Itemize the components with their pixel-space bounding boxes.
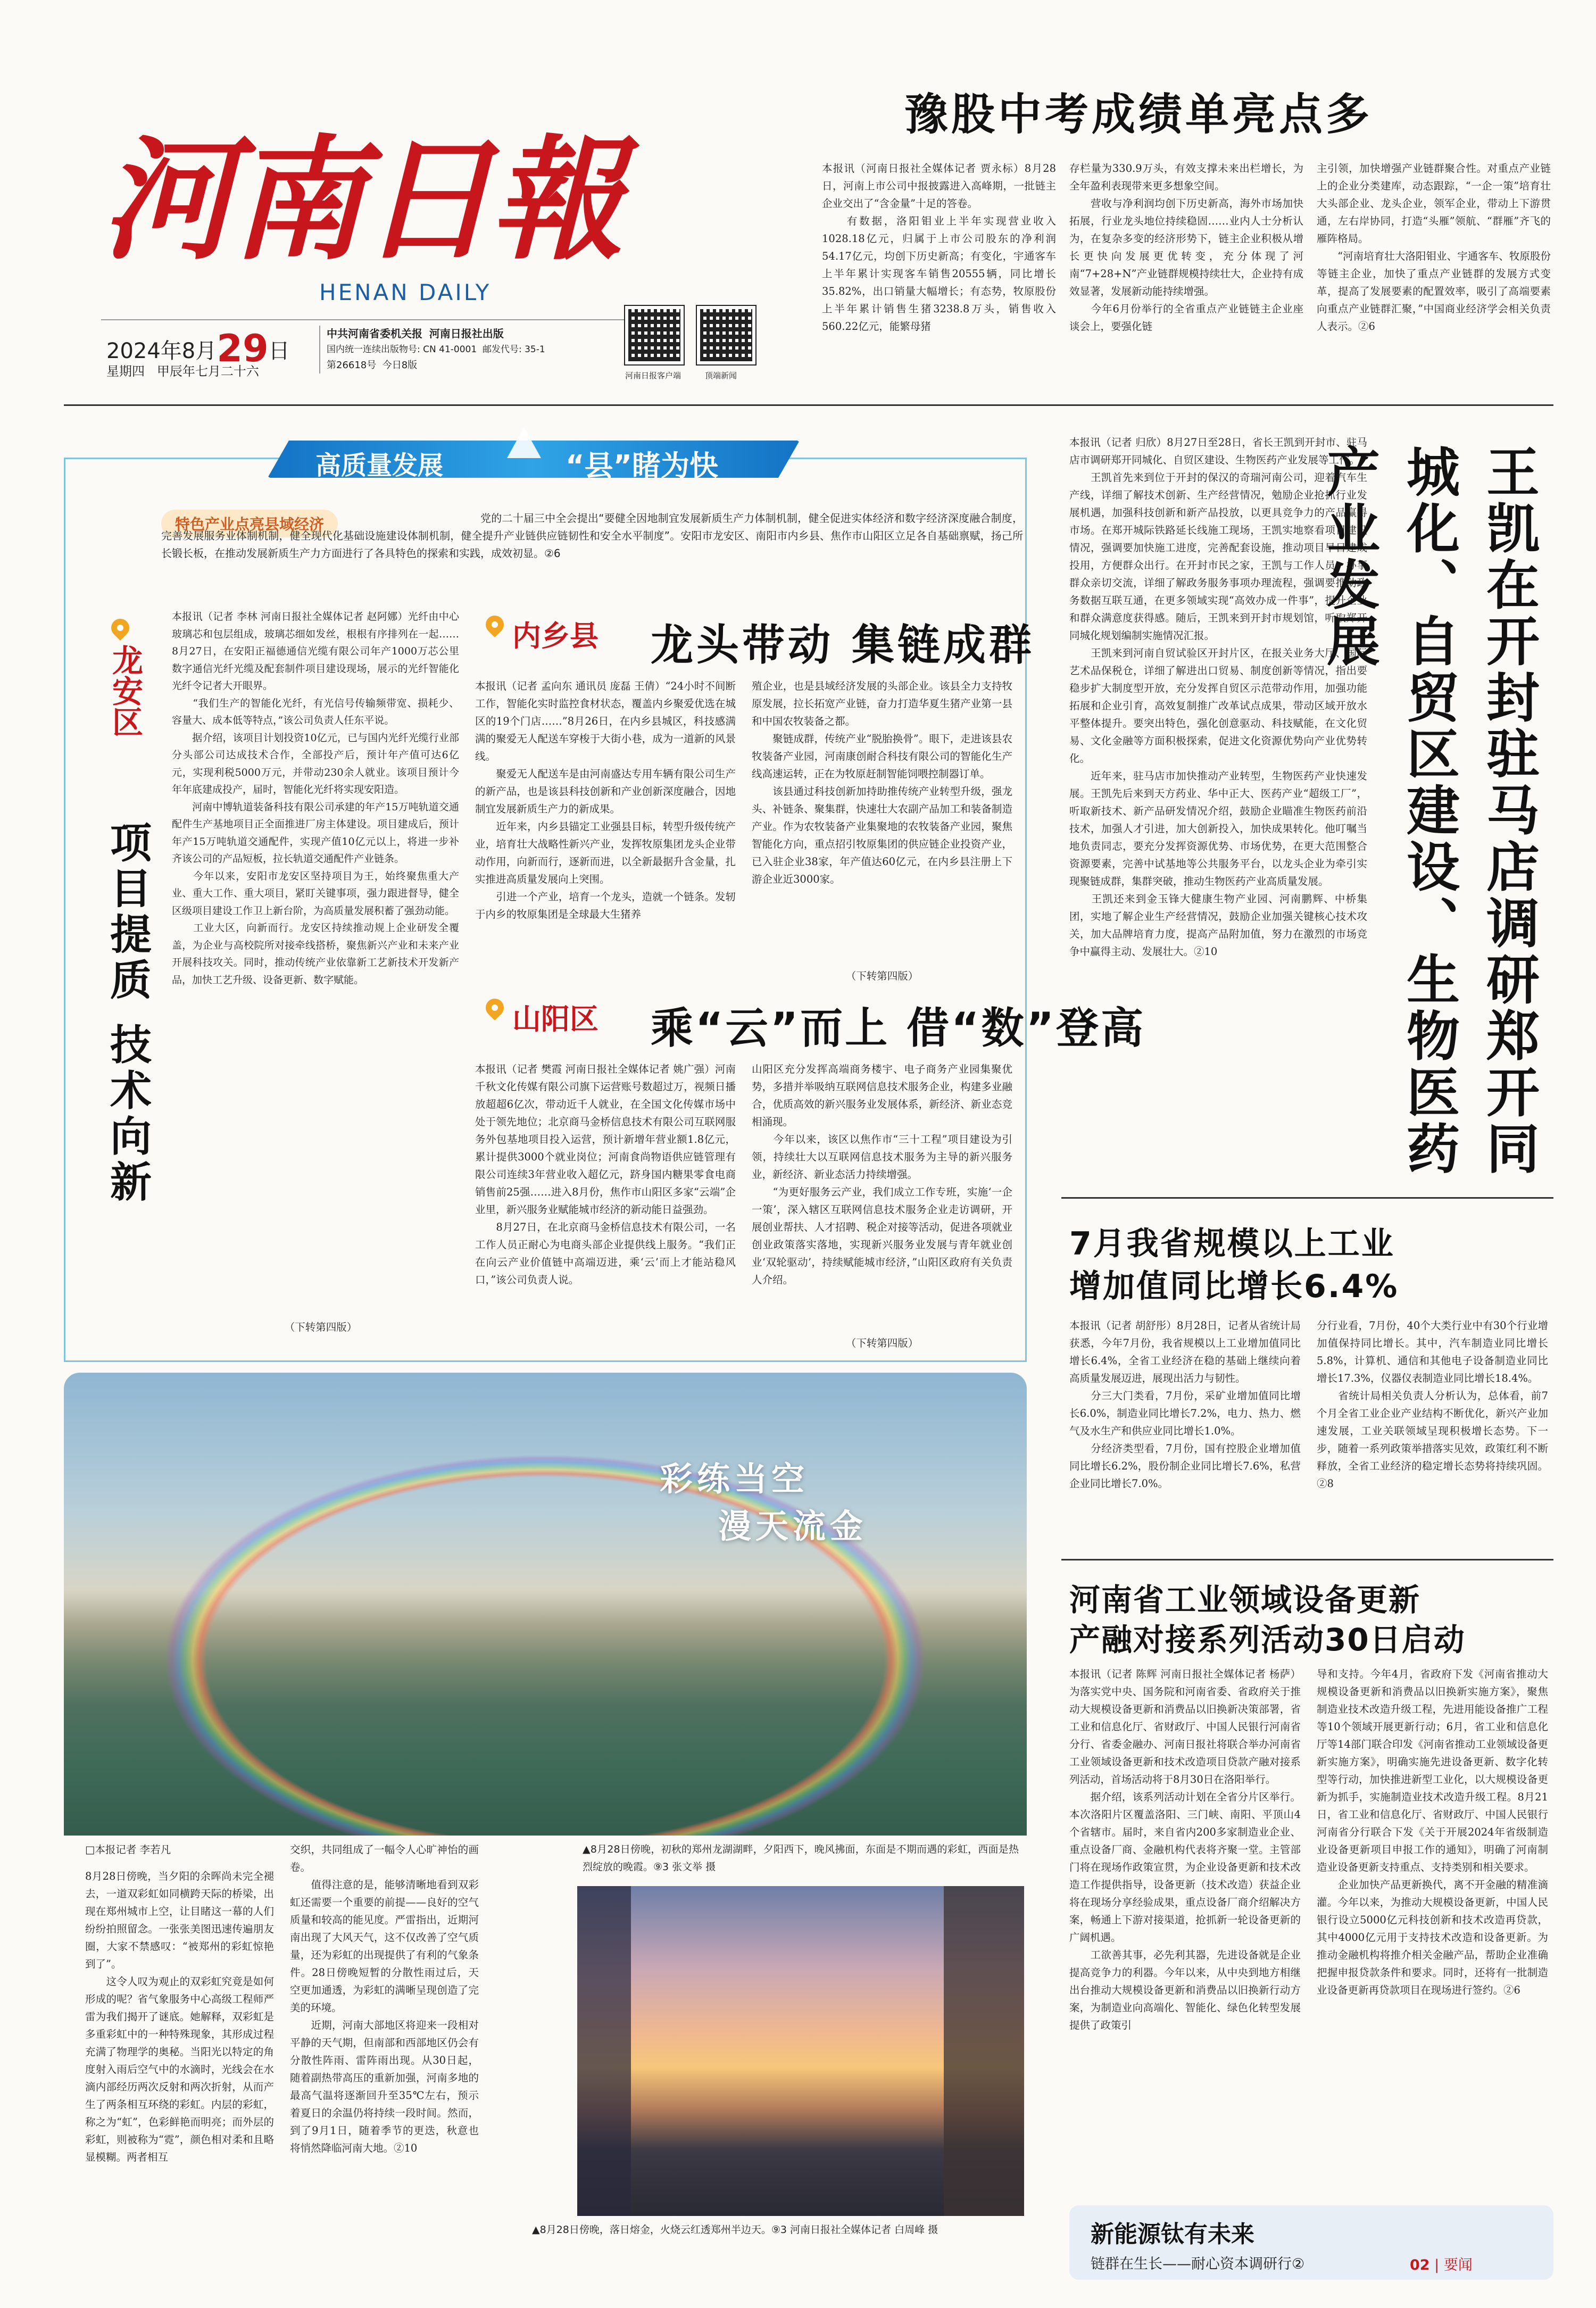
equipment-col-2: 导和支持。今年4月，省政府下发《河南省推动大规模设备更新和消费品以旧换新实施方案》，聚焦制造业技术改造升级工程，先进用能设备推广工程等10个领域开展更新行动；6月，省工业和信息化厅等14部门联合印发《河南省推动工业领域设备更新实施方案》，明确实施先进设备更新、数字化转型等行动，加快推进新型工业化，以大规模设备更新为抓手，实施制造业技术改造升级工程。8月21日，省工业和信息化厅、省财政厅、中国人民银行河南省分行联合下发《关于开展2024年省级制造业设备更新项目申报工作的通知》，明确了河南制造业设备更新支持重点、支持类别和相关要求。 企业加快产品更新换代，离不开金融的精准滴灌。今年以来，为推动大规模设备更新，中国人民银行设立5000亿元科技创新和技术改造再贷款，其中4000亿元用于支持技术改造和设备更新。为推动金融机构将推介相关金融产品，帮助企业准确把握申报贷款条件和要求。同时，还将有一批制造业设备更新再贷款项目在现场进行签约。②6 bbox=[1317, 1668, 1548, 1996]
divider bbox=[1061, 1559, 1553, 1560]
date-day: 29 bbox=[217, 327, 269, 370]
teaser-box[interactable]: 新能源钛有未来 链群在生长——耐心资本调研行② 02 | 要闻 bbox=[1069, 2205, 1553, 2280]
neixiang-place: 内乡县 bbox=[512, 619, 598, 653]
shanyang-place: 山阳区 bbox=[512, 1002, 598, 1036]
banner-right: “县”睹为快 bbox=[566, 449, 718, 483]
teaser-section: 要闻 bbox=[1443, 2257, 1473, 2273]
qr-block bbox=[625, 306, 769, 386]
wangkai-title: 王凯在开封驻马店调研郑开同城化、自贸区建设、生物医药产业发展 bbox=[1318, 444, 1540, 1177]
photo-caption-1: ▲8月28日傍晚，初秋的郑州龙湖湖畔，夕阳西下，晚风拂面，东面是不期而遇的彩虹，西面是热烈绽放的晚霞。⑨3 张文举 摄 bbox=[583, 1844, 1019, 1873]
photo-caption-2: ▲8月28日傍晚，落日熔金，火烧云红透郑州半边天。⑨3 河南日报社全媒体记者 白周峰 摄 bbox=[532, 2224, 938, 2236]
rainbow-byline: □本报记者 李若凡 bbox=[85, 1844, 171, 1856]
top-story-col-2: 存栏量为330.9万头，有效支撑未来出栏增长，为全年盈利表现带来更多想象空间。 营收与净利润均创下历史新高，海外市场加快拓展，行业龙头地位持续稳固……业内人士分析认为，在复杂多变的经济形势下，链主企业积极从增长更快向发展更优转变，充分体现了河南“7+28+N”产业链群规模持续壮大，企业持有成效显著，发展新动能持续增强。 今年6月份举行的全省重点产业链链主企业座谈会上，要强化链 bbox=[1069, 162, 1303, 333]
qr-label-2: 顶端新闻 bbox=[705, 371, 737, 380]
section-banner bbox=[268, 427, 800, 486]
qr-code-icon[interactable] bbox=[697, 306, 755, 364]
industry-col-2: 分行业看，7月份，40个大类行业中有30个行业增加值保持同比增长。其中，汽车制造业同比增长5.8%，计算机、通信和其他电子设备制造业同比增长17.3%，仪器仪表制造业同比增长18.4%。 省统计局相关负责人分析认为，总体看，前7个月全省工业企业产业结构不断优化，新兴产业加速发展，工业关联领域呈现积极增长态势。下一步，随着一系列政策举措落实见效，政策红利不断释放，全省工业经济的稳定增长态势将持续巩固。②8 bbox=[1317, 1319, 1548, 1490]
sunset-photo bbox=[577, 1886, 1024, 2216]
teaser-title: 新能源钛有未来 bbox=[1091, 2221, 1254, 2248]
longan-title: 项目提质 技术向新 bbox=[103, 821, 151, 1206]
divider bbox=[64, 404, 1553, 406]
equipment-col-1: 本报讯（记者 陈辉 河南日报社全媒体记者 杨萨）为落实党中央、国务院和河南省委、省政府关于推动大规模设备更新和消费品以旧换新决策部署，省工业和信息化厅、省财政厅、中国人民银行河南省分行、省委金融办、河南日报社将联合举办河南省工业领域设备更新和技术改造项目贷款产融对接系列活动，首场活动将于8月30日在洛阳举行。 据介绍，该系列活动计划在全省分片区举行。本次洛阳片区覆盖洛阳、三门峡、南阳、平顶山4个省辖市。届时，来自省内200多家制造业企业、重点设备厂商、金融机构代表将齐聚一堂。主管部门将在现场作政策宣贯，为企业设备更新和技术改造工作提供指导，设备更新（技术改造）获益企业将在现场分享经验成果，重点设备厂商介绍解决方案，畅通上下游对接渠道，抢抓新一轮设备更新的广阔机遇。 工欲善其事，必先利其器，先进设备就是企业提高竞争力的利器。今年以来，从中央到地方相继出台推动大规模设备更新和消费品以旧换新行动方案，为制造业向高端化、智能化、绿色化转型发展提供了政策引 bbox=[1069, 1668, 1301, 2031]
teaser-subtitle: 链群在生长——耐心资本调研行② bbox=[1091, 2256, 1305, 2272]
date-suffix: 日 bbox=[268, 339, 290, 363]
rainbow-photo bbox=[64, 1373, 1027, 1836]
date-prefix: 2024年8月 bbox=[106, 339, 217, 363]
overlay-line-2: 漫天流金 bbox=[718, 1507, 868, 1546]
county-section bbox=[64, 449, 1146, 1362]
overlay-line-1: 彩练当空 bbox=[660, 1459, 809, 1498]
rainbow-col-2: 交织，共同组成了一幅令人心旷神怡的画卷。 值得注意的是，能够清晰地看到双彩虹还需要一个重要的前提——良好的空气质量和较高的能见度。严雷指出，近期河南出现了大风天气，这不仅改善了空气质量，还为彩虹的出现提供了有利的气象条件。28日傍晚短暂的分散性雨过后，天空更加通透，为彩虹的满晰呈现创造了完美的环境。 近期，河南大部地区将迎来一段相对平静的天气期，但南部和西部地区仍会有分散性阵雨、雷阵雨出现。从30日起，随着副热带高压的重新加强，河南多地的最高气温将逐渐回升至35℃左右，预示着夏日的余温仍将持续一段时间。然而，到了9月1日，随着季节的更迭，秋意也将悄然降临河南大地。②10 bbox=[290, 1844, 479, 2154]
rainbow-col-1: 8月28日傍晚，当夕阳的余晖尚未完全褪去，一道双彩虹如同横跨天际的桥梁，出现在郑州城市上空，让目睹这一幕的人们纷纷拍照留念。一张张美图迅速传遍朋友圈，大家不禁感叹：“被郑州的彩虹惊艳到了”。 这令人叹为观止的双彩虹究竟是如何形成的呢？省气象服务中心高级工程师严雷为我们揭开了谜底。她解释，双彩虹是多重彩虹中的一种特殊现象，其形成过程充满了物理学的奥秘。当阳光以特定的角度射入雨后空气中的水滴时，光线会在水滴内部经历两次反射和两次折射，从而产生了两条相互环绕的彩虹。内层的彩虹，称之为“虹”，色彩鲜艳而明亮；而外层的彩虹，则被称为“霓”，颜色相对柔和且略显模糊。两者相互 bbox=[85, 1870, 274, 2163]
teaser-page: 02 bbox=[1410, 2257, 1430, 2273]
location-pin-icon bbox=[107, 615, 133, 641]
section-tag: 特色产业点亮县域经济 bbox=[161, 510, 338, 537]
masthead-info bbox=[101, 319, 670, 383]
shanyang-title: 乘“云”而上 借“数”登高 bbox=[651, 1003, 1146, 1053]
postal-code: 邮发代号: 35-1 bbox=[482, 344, 545, 355]
location-pin-icon bbox=[482, 612, 508, 637]
shanyang-header bbox=[475, 991, 1146, 1053]
masthead bbox=[101, 112, 633, 346]
publisher-2: 河南日报社出版 bbox=[429, 327, 504, 340]
industry-title-2: 增加值同比增长6.4% bbox=[1069, 1268, 1399, 1305]
page-count: 今日8版 bbox=[382, 360, 418, 371]
shanyang-col-2: 山阳区充分发挥高端商务楼宇、电子商务产业园集聚优势，多措并举吸纳互联网信息技术服务企业，构建多业融合，优质高效的新兴服务业发展体系，新经济、新业态竞相涌现。 今年以来，该区以焦作市“三十工程”项目建设为引领，持续壮大以互联网信息技术服务为主导的新兴服务业，新经济、新业态活力持续增强。 “为更好服务云产业，我们成立工作专班，实施‘一企一策’，深入辖区互联网信息技术服务企业走访调研，开展创业帮扶、人才招聘、税企对接等活动，促进各项就业创业政策落实落地，实现新兴服务业发展与青年就业创业‘双轮驱动’，持续赋能城市经济，”山阳区政府有关负责人介绍。 bbox=[752, 1063, 1012, 1286]
wangkai-text: 本报讯（记者 归欣）8月27日至28日，省长王凯到开封市、驻马店市调研郑开同城化、自贸区建设、生物医药产业发展等工作。 王凯首先来到位于开封的保汉的奇瑞河南公司，迎着汽车生产线，详细了解技术创新、生产经营情况，勉励企业抢抓行业发展机遇，加强科技创新和新产品投放，以更具竞争力的产品赢得市场。在郑开城际铁路延长线施工现场，王凯实地察看项目建设情况，强调要加快施工进度，完善配套设施，推动项目早日建成投用，方便群众出行。在开封市民之家，王凯与工作人员、办事群众亲切交流，详细了解政务服务事项办理流程，强调要推动政务数据互联互通，在更多领域实现“高效办成一件事”，提升企业和群众满意度获得感。随后，王凯来到开封市规划馆，听取郑开同城化规划编制实施情况汇报。 王凯来到河南自贸试验区开封片区，在报关业务大厅、国际艺术品保税仓，详细了解进出口贸易、制度创新等情况，指出要稳步扩大制度型开放，充分发挥自贸区示范带动作用，加强功能拓展和企业引育，高效复制推广改革试点成果，带动区域开放水平整体提升。要突出特色，强化创意驱动、科技赋能，在文化贸易、文化金融等方面积极探索，促进文化资源优势向产业优势转化。 近年来，驻马店市加快推动产业转型，生物医药产业快速发展。王凯先后来到天方药业、华中正大、医药产业“超级工厂”，听取新技术、新产品研发情况介绍，鼓励企业瞄准生物医药前沿技术，加强人才引进，加大创新投入，加快成果转化。他叮嘱当地负责同志，要充分发挥资源优势、市场优势，在更大范围整合资源要素，完善中试基地等公共服务平台，以龙头企业为牵引实现聚链成群，集群突破，推动生物医药产业高质量发展。 王凯还来到金玉锋大健康生物产业园、河南鹏辉、中桥集团，实地了解企业生产经营情况，鼓励企业加强关键核心技术攻关，加大品牌培育力度，提高产品附加值，努力在激烈的市场竞争中赢得主动、发展壮大。②10 bbox=[1069, 436, 1367, 958]
section-intro: 党的二十届三中全会提出“要健全因地制宜发展新质生产力体制机制，健全促进实体经济和数字经济深度融合制度，完善发展服务业体制机制，健全现代化基础设施建设体制机制，健全提升产业链供应链韧性和安全水平制度”。安阳市龙安区、南阳市内乡县、焦作市山阳区立足各自基础禀赋，扬己所长锻长板，在推动发展新质生产力方面进行了各具特色的探索和实践，成效初显。②6 bbox=[161, 512, 1023, 560]
top-story-title: 豫股中考成绩单亮点多 bbox=[904, 89, 1373, 140]
divider bbox=[1061, 1197, 1553, 1199]
location-pin-icon bbox=[482, 995, 508, 1020]
industry-title-1: 7月我省规模以上工业 bbox=[1069, 1225, 1395, 1263]
publisher-1: 中共河南省委机关报 bbox=[327, 327, 422, 340]
masthead-english: HENAN DAILY bbox=[319, 279, 492, 305]
qr-label-1: 河南日报客户端 bbox=[625, 371, 681, 380]
issue-number: 第26618号 bbox=[327, 360, 377, 371]
cn-number: 国内统一连续出版物号: CN 41-0001 bbox=[327, 344, 477, 355]
top-story-col-3: 主引领，加快增强产业链群聚合性。对重点产业链上的企业分类建库，动态跟踪，“一企一策”培育壮大头部企业、龙头企业，领军企业，带动上下游贯通，左右岸协同，打造“头雁”领航、“群雁”齐飞的雁阵格局。 “河南培育壮大洛阳钼业、宇通客车、牧原股份等链主企业，加快了重点产业链群的发展方式变革，提高了发展要素的配置效率，吸引了高端要素向重点产业链群汇聚，”中国商业经济学会相关负责人表示。②6 bbox=[1317, 162, 1551, 333]
neixiang-col-1: 本报讯（记者 孟向东 通讯员 庞磊 王倩）“24小时不间断工作，智能化实时监控食材状态，覆盖内乡聚爱优选在城区的19个门店……”8月26日，在内乡县城区，科技感满满的聚爱无人配送车穿梭于大街小巷，成为一道新的风景线。 聚爱无人配送车是由河南盛达专用车辆有限公司生产的新产品，也是该县科技创新和产业创新深度融合，因地制宜发展新质生产力的新成果。 近年来，内乡县锚定工业强县目标，转型升级传统产业，培育壮大战略性新兴产业，发挥牧原集团龙头企业带动作用，向新而行，逐新而进，以全新最据升含金量，扎实推进高质量发展向上突围。 引进一个产业，培育一个龙头，造就一个链条。发轫于内乡的牧原集团是全球最大生猪养 bbox=[475, 680, 736, 920]
longan-label bbox=[97, 619, 145, 737]
longan-place: 龙安区 bbox=[107, 644, 143, 737]
neixiang-header bbox=[475, 608, 1035, 670]
masthead-logo: 河南日報 bbox=[101, 121, 620, 278]
qr-code-icon[interactable] bbox=[625, 306, 684, 364]
equipment-title-2: 产融对接系列活动30日启动 bbox=[1069, 1622, 1466, 1658]
longan-text: 本报讯（记者 李林 河南日报社全媒体记者 赵阿娜）光纤由中心玻璃芯和包层组成，玻璃芯细如发丝，根根有序排列在一起……8月27日，在安阳正福德通信光缆有限公司年产1000万芯公里数字通信光纤光缆及配套制件项目建设现场，展示的光纤智能化光纤令记者大开眼界。 “我们生产的智能化光纤，有光信号传输频带宽、损耗少、容量大、成本低等特点，”该公司负责人任东平说。 据介绍，该项目计划投资10亿元，已与国内光纤光缆行业部分头部公司达成技术合作，全部投产后，预计年产值可达6亿元，实现利税5000万元，并带动230余人就业。该项目预计今年年底建成投产，届时，智能化光纤将实现安阳造。 河南中博轨道装备科技有限公司承建的年产15万吨轨道交通配件生产基地项目正全面推进厂房主体建设。项目建成后，预计年产15万吨轨道交通配件，实现产值10亿元以上，将进一步补齐该公司的产品短板，拉长轨道交通配件产业链条。 今年以来，安阳市龙安区坚持项目为王，始终聚焦重大产业、重大工作、重大项目，紧盯关键事项，强力跟进督导，健全区级项目建设工作卫上新台阶，为高质量发展积蓄了强劲动能。 工业大区，向新而行。龙安区持续推动规上企业研发全覆盖，为企业与高校院所对接牵线搭桥，聚焦新兴产业和未来产业开展科技攻关。同时，推动传统产业依靠新工艺新技术开发新产品，加快工艺升级、设备更新、数字赋能。 bbox=[172, 611, 459, 986]
banner-left: 高质量发展 bbox=[315, 451, 444, 480]
lunar-date: 甲辰年七月二十六 bbox=[156, 364, 259, 379]
weekday: 星期四 bbox=[106, 364, 145, 379]
neixiang-jump: （下转第四版） bbox=[845, 970, 919, 982]
shanyang-col-1: 本报讯（记者 樊霞 河南日报社全媒体记者 姚广强）河南千秋文化传媒有限公司旗下运营账号数超过万，视频日播放超超6亿次，带动近千人就业，在全国文化传媒市场中处于领先地位；北京商马金桥信息技术有限公司互联网服务外包基地项目投入运营，预计新增年营业额1.8亿元，累计提供3000个就业岗位；河南食尚物语供应链管理有限公司连续3年营业收入超亿元，跻身国内糖果零食电商销售前25强……进入8月份，焦作市山阳区多家“云端”企业里，新兴服务业赋能城市经济的新动能日益强劲。 8月27日，在北京商马金桥信息技术有限公司，一名工作人员正耐心为电商头部企业提供线上服务。“我们正在向云产业价值链中高端迈进，乘‘云’而上才能站稳风口，”该公司负责人说。 bbox=[475, 1063, 736, 1286]
equipment-title-1: 河南省工业领域设备更新 bbox=[1069, 1582, 1421, 1618]
neixiang-title: 龙头带动 集链成群 bbox=[651, 620, 1035, 670]
industry-col-1: 本报讯（记者 胡舒彤）8月28日，记者从省统计局获悉，今年7月份，我省规模以上工业增加值同比增长6.4%，全省工业经济在稳的基础上继续向着高质量发展迈进，展现出活力与韧性。 分三大门类看，7月份，采矿业增加值同比增长6.0%，制造业同比增长7.2%，电力、热力、燃气及水生产和供应业同比增长1.0%。 分经济类型看，7月份，国有控股企业增加值同比增长6.2%，股份制企业同比增长7.6%，私营企业同比增长7.0%。 bbox=[1069, 1319, 1301, 1490]
neixiang-col-2: 殖企业，也是县域经济发展的头部企业。该县全力支持牧原发展，拉长拓宽产业链，奋力打造华夏生猪产业第一县和中国农牧装备之都。 聚链成群，传统产业“脱胎换骨”。眼下，走进该县农牧装备产业园，河南康创耐合科技有限公司的智能化生产线高速运转，正在为牧原赶制智能饲喂控制器订单。 该县通过科技创新加持助推传统产业转型升级，强龙头、补链条、聚集群，快速壮大农副产品加工和装备制造产业。作为农牧装备产业集聚地的农牧装备产业园，聚焦智能化方向，重点招引牧原集团的供应链企业投资产业，已入驻企业38家，年产值达60亿元，在内乡县注册上下游企业近3000家。 bbox=[752, 680, 1012, 885]
top-story-col-1: 本报讯（河南日报社全媒体记者 贾永标）8月28日，河南上市公司中报披露进入高峰期，一批链主企业交出了“含金量”十足的答卷。 有数据，洛阳钼业上半年实现营业收入1028.18亿元，归属于上市公司股东的净利润54.17亿元，均创下历史新高；有变化，宇通客车上半年累计实现客车销售20555辆，同比增长35.82%，出口销量大幅增长；有态势，牧原股份上半年累计销售生猪3238.8万头，销售收入560.22亿元，能繁母猪 bbox=[822, 162, 1056, 333]
longan-jump: （下转第四版） bbox=[284, 1321, 358, 1333]
overlay-text bbox=[660, 1452, 867, 1547]
shanyang-jump: （下转第四版） bbox=[845, 1337, 919, 1349]
arrow-up-icon bbox=[507, 427, 541, 458]
